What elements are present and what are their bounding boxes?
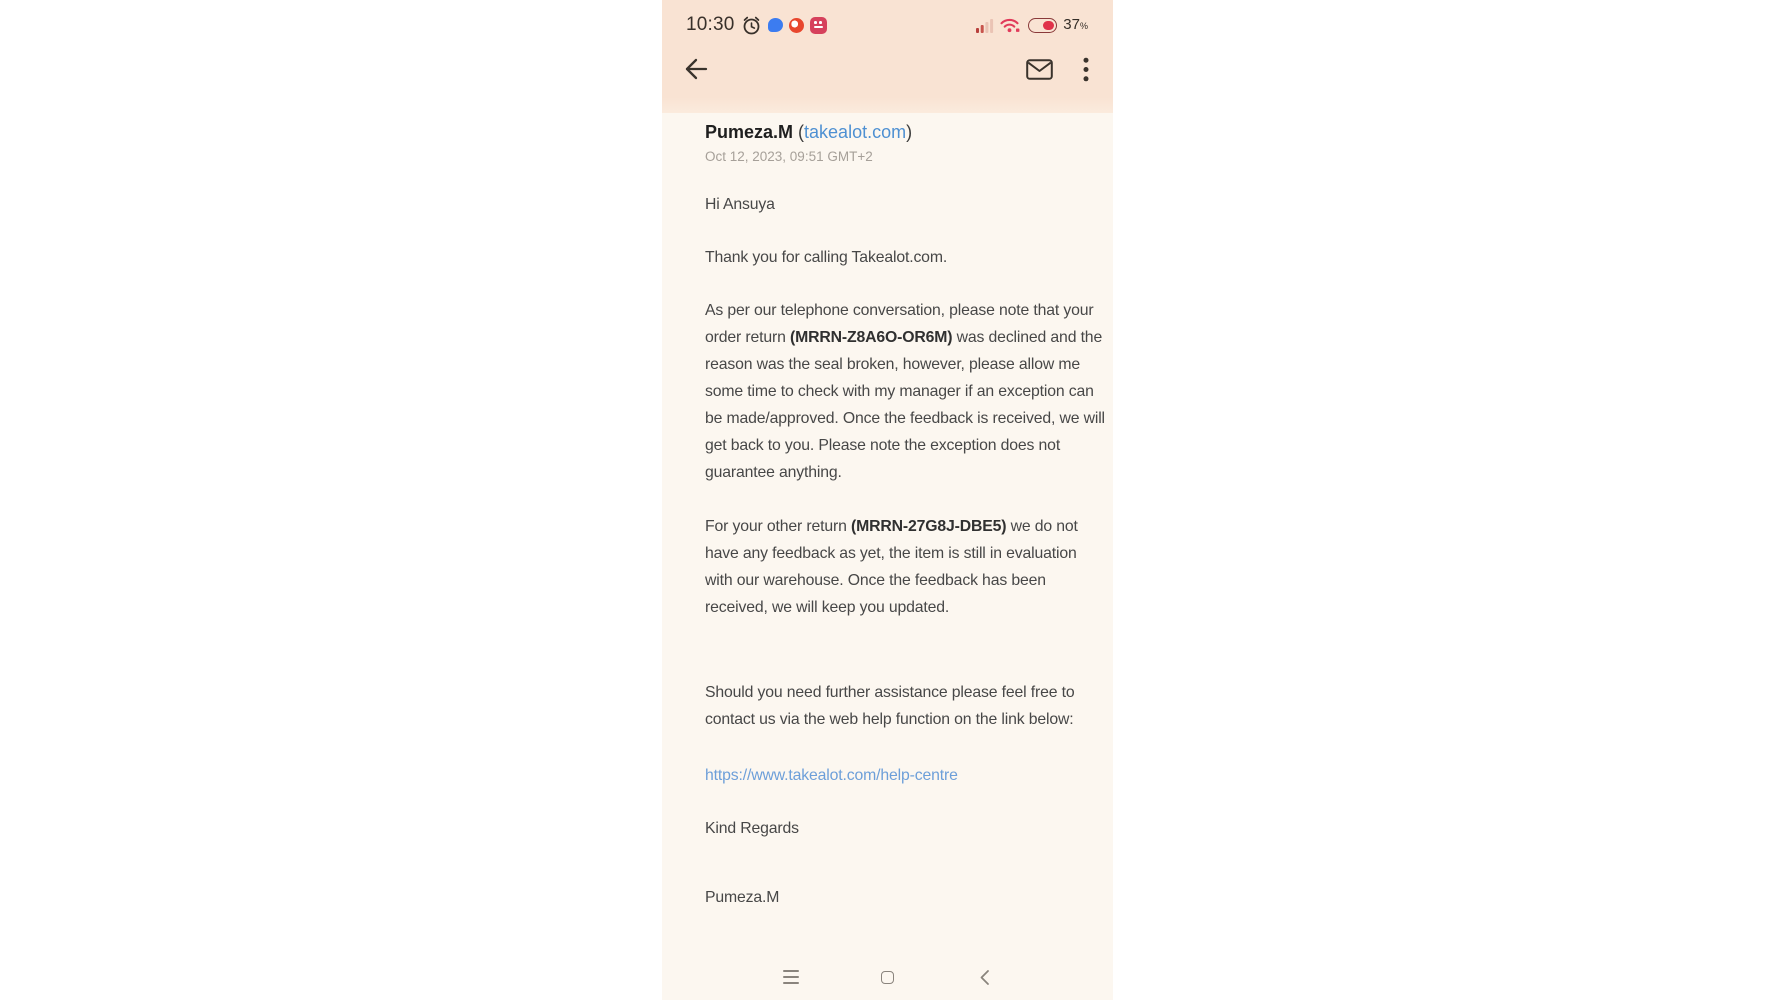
sender-domain-link[interactable]: takealot.com (804, 122, 907, 142)
status-left-group (686, 14, 827, 36)
app-toolbar (662, 40, 1113, 98)
status-right-group (976, 16, 1088, 34)
nav-back-button[interactable] (965, 961, 1005, 993)
p2-after: we do not have any feedback as yet, the item is still in evaluation with our warehouse. Once the feedback has been received, we will keep you updated. (705, 518, 1078, 616)
battery-percentage: 37% (1063, 16, 1088, 33)
email-sender-row (705, 120, 1105, 144)
chat-notification-icon (768, 18, 783, 32)
toolbar-right-group (1026, 57, 1089, 82)
battery-icon (1028, 18, 1057, 33)
menu-icon (783, 970, 799, 983)
p2-before: For your other return (705, 518, 851, 535)
thanks-text: Thank you for calling Takealot.com. (705, 249, 948, 266)
nav-home-button[interactable] (868, 961, 908, 993)
back-arrow-icon (684, 58, 708, 80)
back-chevron-icon (979, 969, 990, 986)
paragraph-assistance: Should you need further assistance please feel free to contact us via the web help function on the link below: (705, 684, 1075, 728)
status-bar (662, 0, 1113, 40)
kebab-menu-icon (1083, 57, 1089, 82)
closing-text: Kind Regards (705, 820, 799, 837)
email-date: Oct 12, 2023, 09:51 GMT+2 (705, 149, 873, 164)
time-display: 10:30 (686, 14, 735, 35)
signal-strength-icon (976, 18, 994, 33)
envelope-icon (1026, 59, 1053, 80)
call-notification-icon (789, 18, 804, 33)
back-button[interactable] (684, 58, 708, 80)
sender-name: Pumeza.M (705, 122, 794, 142)
phone-screenshot (662, 0, 1113, 1000)
help-centre-link[interactable]: https://www.takealot.com/help-centre (705, 767, 958, 784)
p1-before: As per our telephone conversation, please note that your order return (705, 302, 1094, 346)
signature-text: Pumeza.M (705, 889, 780, 906)
sender-paren-open: ( (793, 122, 805, 142)
paragraph-other-return (705, 513, 1105, 621)
app-header (662, 0, 1113, 113)
overflow-menu-button[interactable] (1083, 57, 1089, 82)
gesture-nav-bar (662, 954, 1113, 1000)
nav-menu-button[interactable] (771, 961, 811, 993)
mark-unread-button[interactable] (1026, 59, 1053, 80)
sender-paren-close: ) (906, 122, 913, 142)
wifi-icon (1000, 18, 1020, 33)
return-code-1: (MRRN-Z8A6O-OR6M) (789, 329, 953, 346)
paragraph-return-declined (705, 297, 1105, 486)
return-code-2: (MRRN-27G8J-DBE5) (850, 518, 1007, 535)
alarm-icon (741, 15, 762, 36)
app-notification-icon (810, 17, 827, 34)
p1-after: was declined and the reason was the seal broken, however, please allow me some time to check with my manager if an exception can be made/approved. Once the feedback is received, we will get back to you. Please note the exception does not guarantee anything. (705, 329, 1105, 481)
greeting-text: Hi Ansuya (705, 196, 775, 213)
help-link-row (705, 762, 1105, 789)
home-icon (881, 971, 894, 984)
email-content (662, 120, 1113, 911)
email-body (705, 191, 1105, 911)
